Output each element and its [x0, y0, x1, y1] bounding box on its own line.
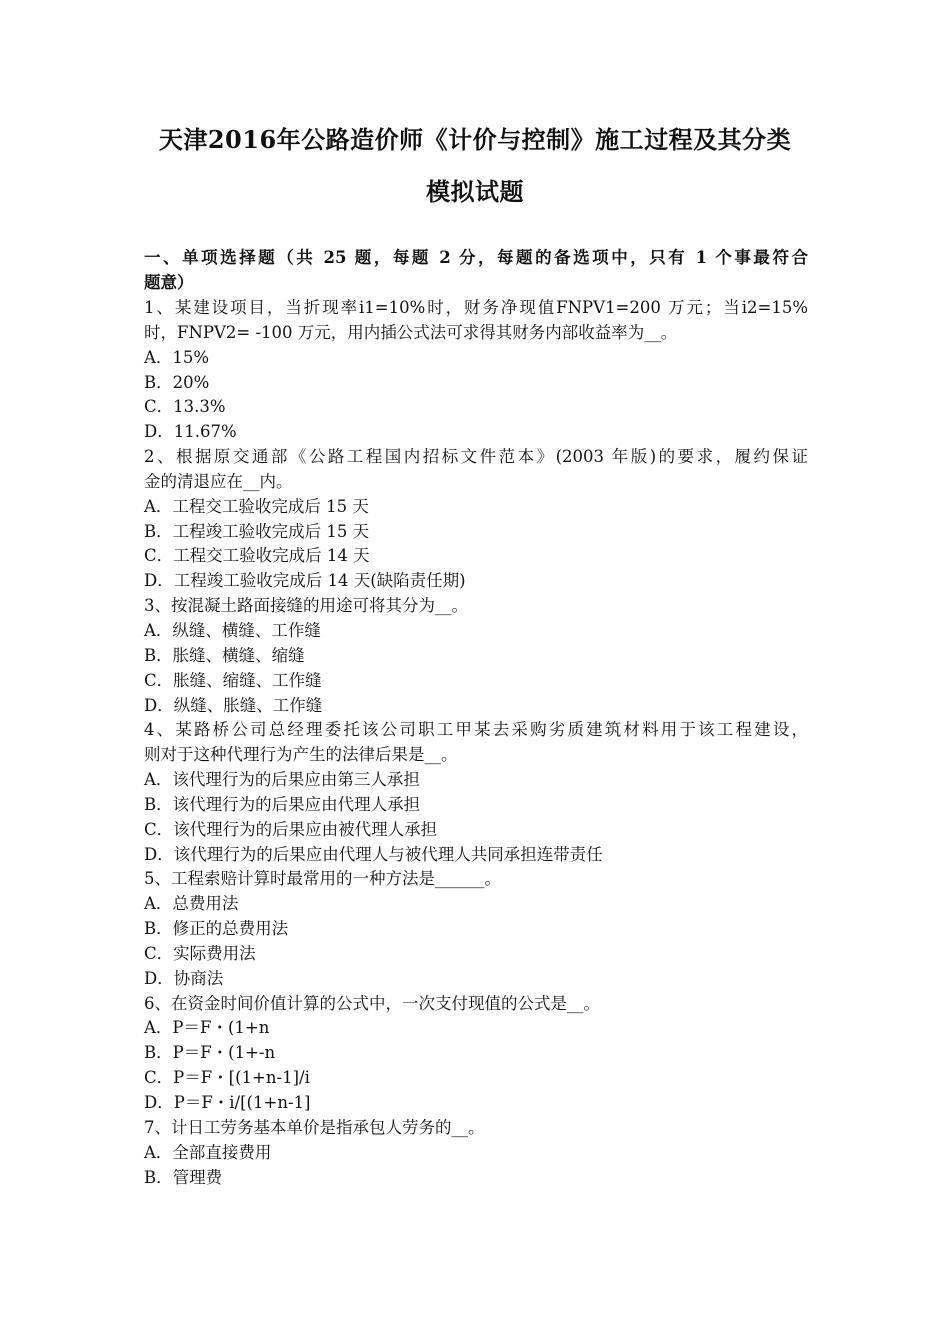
- answer-option: B．修正的总费用法: [144, 919, 289, 939]
- answer-option: D．纵缝、胀缝、工作缝: [144, 695, 323, 715]
- answer-option: A．纵缝、横缝、工作缝: [144, 620, 321, 640]
- answer-option: B．20%: [144, 372, 210, 392]
- answer-option: D．11.67%: [144, 422, 237, 442]
- answer-option: A．总费用法: [144, 894, 239, 914]
- question-text: 4、某路桥公司总经理委托该公司职工甲某去采购劣质建筑材料用于该工程建设，: [144, 720, 808, 740]
- answer-option: B．工程竣工验收完成后 15 天: [144, 521, 370, 541]
- answer-option: B．P＝F・(1+-n: [144, 1043, 276, 1063]
- question-text: 6、在资金时间价值计算的公式中，一次支付现值的公式是__。: [144, 993, 600, 1013]
- document-title-continued: 模拟试题: [426, 177, 524, 206]
- answer-option: C．工程交工验收完成后 14 天: [144, 546, 370, 566]
- question-text: 5、工程索赔计算时最常用的一种方法是______。: [144, 869, 501, 889]
- section-heading: [144, 245, 808, 295]
- answer-option: A．15%: [144, 347, 210, 367]
- section-heading-line: 题意）: [144, 273, 194, 292]
- answer-option: B．胀缝、横缝、缩缝: [144, 645, 305, 665]
- question-text: 3、按混凝土路面接缝的用途可将其分为__。: [144, 596, 468, 616]
- answer-option: C．P＝F・[(1+n-1]/i: [144, 1068, 310, 1088]
- question-text: 则对于这种代理行为产生的法律后果是__。: [144, 745, 458, 765]
- question-list: [144, 296, 808, 1190]
- answer-option: A．工程交工验收完成后 15 天: [144, 496, 369, 516]
- answer-option: D．协商法: [144, 968, 224, 988]
- question-text: 2、根据原交通部《公路工程国内招标文件范本》(2003 年版)的要求，履约保证: [144, 447, 808, 467]
- question-text: 金的清退应在__内。: [144, 471, 293, 491]
- answer-option: D．该代理行为的后果应由代理人与被代理人共同承担连带责任: [144, 844, 603, 864]
- answer-option: A．该代理行为的后果应由第三人承担: [144, 770, 420, 790]
- answer-option: B．管理费: [144, 1167, 223, 1187]
- answer-option: B．该代理行为的后果应由代理人承担: [144, 794, 421, 814]
- question-text: 1、某建设项目，当折现率i1=10%时，财务净现值FNPV1=200 万元；当i2=15%: [144, 298, 808, 317]
- answer-option: A．全部直接费用: [144, 1142, 272, 1162]
- document-title: 天津2016年公路造价师《计价与控制》施工过程及其分类: [158, 125, 792, 154]
- answer-option: A．P＝F・(1+n: [144, 1018, 270, 1038]
- answer-option: D．P＝F・i/[(1+n-1]: [144, 1093, 311, 1112]
- question-text: 时，FNPV2= -100 万元，用内插公式法可求得其财务内部收益率为__。: [144, 322, 678, 342]
- question-text: 7、计日工劳务基本单价是指承包人劳务的__。: [144, 1117, 485, 1137]
- answer-option: D．工程竣工验收完成后 14 天(缺陷责任期): [144, 571, 466, 591]
- answer-option: C．实际费用法: [144, 943, 256, 963]
- answer-option: C．该代理行为的后果应由被代理人承担: [144, 819, 438, 839]
- section-heading-line: 一、单项选择题（共 25 题，每题 2 分，每题的备选项中，只有 1 个事最符合: [144, 248, 808, 267]
- answer-option: C．13.3%: [144, 397, 226, 417]
- answer-option: C．胀缝、缩缝、工作缝: [144, 670, 322, 690]
